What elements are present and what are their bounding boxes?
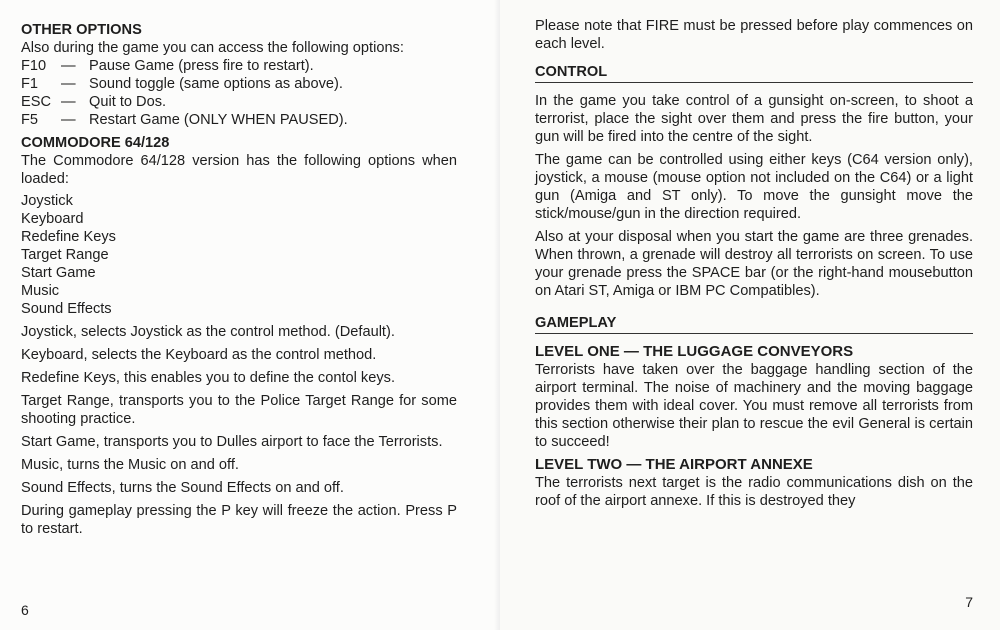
gameplay-heading: GAMEPLAY <box>535 314 973 334</box>
option-description: Start Game, transports you to Dulles airport to face the Terrorists. <box>21 434 443 450</box>
option-desc: Quit to Dos. <box>89 94 167 110</box>
level-two-heading: LEVEL TWO — THE AIRPORT ANNEXE <box>535 456 813 473</box>
menu-item: Joystick <box>21 193 73 209</box>
option-desc: Pause Game (press fire to restart). <box>89 58 314 74</box>
option-desc: Restart Game (ONLY WHEN PAUSED). <box>89 112 348 128</box>
left-column <box>21 21 457 543</box>
page-number-right: 7 <box>965 594 973 610</box>
option-row <box>21 93 457 111</box>
option-dash: — <box>61 94 76 110</box>
right-page <box>500 0 1000 630</box>
menu-item: Target Range <box>21 247 109 263</box>
menu-item: Redefine Keys <box>21 229 116 245</box>
option-row <box>21 75 457 93</box>
menu-item: Start Game <box>21 265 96 281</box>
level-two-text: The terrorists next target is the radio communications dish on the roof of the airport annexe. If this is destroyed they <box>535 475 973 509</box>
option-key: F5 <box>21 112 39 128</box>
option-description: Redefine Keys, this enables you to define the contol keys. <box>21 370 395 386</box>
option-dash: — <box>61 76 76 92</box>
option-description: Target Range, transports you to the Police Target Range for some shooting practice. <box>21 393 457 427</box>
option-key: F1 <box>21 76 39 92</box>
right-column <box>535 17 973 515</box>
page-number-left: 6 <box>21 602 29 618</box>
menu-item: Sound Effects <box>21 301 112 317</box>
c64-intro: The Commodore 64/128 version has the following options when loaded: <box>21 153 457 187</box>
option-description: Music, turns the Music on and off. <box>21 457 239 473</box>
option-key: ESC <box>21 94 52 110</box>
option-description: During gameplay pressing the P key will freeze the action. Press P to restart. <box>21 503 457 537</box>
option-desc: Sound toggle (same options as above). <box>89 76 343 92</box>
c64-menu-list <box>21 192 457 318</box>
option-dash: — <box>61 112 76 128</box>
options-list <box>21 57 457 129</box>
option-row <box>21 111 457 129</box>
menu-item: Music <box>21 283 60 299</box>
option-description: Keyboard, selects the Keyboard as the control method. <box>21 347 377 363</box>
other-options-intro: Also during the game you can access the following options: <box>21 40 404 56</box>
control-heading: CONTROL <box>535 63 973 83</box>
other-options-heading: OTHER OPTIONS <box>21 22 142 38</box>
menu-item: Keyboard <box>21 211 84 227</box>
fire-note: Please note that FIRE must be pressed before play commences on each level. <box>535 18 973 52</box>
control-paragraph: In the game you take control of a gunsight on-screen, to shoot a terrorist, place the sight over them and press the fire button, your gun will be fired into the centre of the sight. <box>535 93 973 145</box>
level-one-text: Terrorists have taken over the baggage handling section of the airport terminal. The noise of machinery and the moving baggage provides them with ideal cover. You must remove all terrorists from this section otherwise their plan to rescue the evil General is certain to succeed! <box>535 362 973 450</box>
c64-heading: COMMODORE 64/128 <box>21 135 170 151</box>
option-dash: — <box>61 58 76 74</box>
control-paragraph: The game can be controlled using either keys (C64 version only), joystick, a mouse (mouse option not included on the C64) or a light gun (Amiga and ST only). To move the gunsight move the stick/mouse/gun in the direction required. <box>535 152 973 222</box>
control-paragraph: Also at your disposal when you start the game are three grenades. When thrown, a grenade will destroy all terrorists on screen. To use your grenade press the SPACE bar (or the right-hand mousebutton on Atari ST, Amiga or IBM PC Compatibles). <box>535 229 973 299</box>
level-one-heading: LEVEL ONE — THE LUGGAGE CONVEYORS <box>535 343 854 360</box>
option-description: Joystick, selects Joystick as the control method. (Default). <box>21 324 395 340</box>
option-description: Sound Effects, turns the Sound Effects on and off. <box>21 480 344 496</box>
option-key: F10 <box>21 58 47 74</box>
option-row <box>21 57 457 75</box>
